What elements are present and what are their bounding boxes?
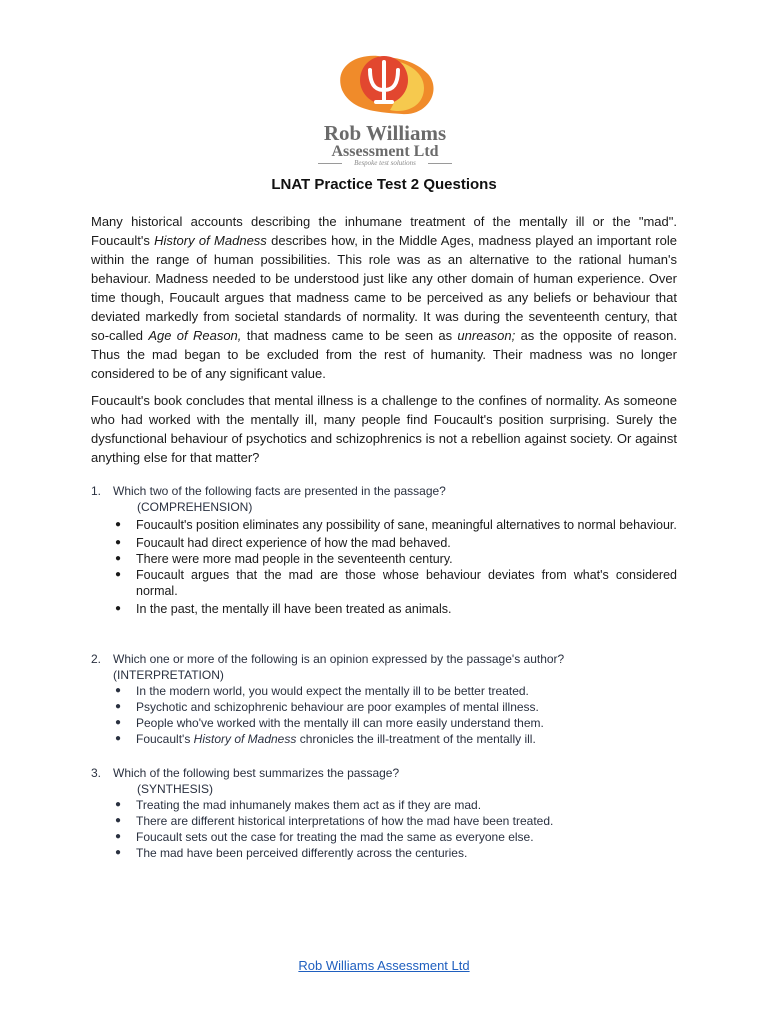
answer-option[interactable]: ● Treating the mad inhumanely makes them act as if they are mad. <box>115 798 482 812</box>
answer-option[interactable]: ● There are different historical interpretations of how the mad have been treated. <box>115 814 554 828</box>
logo-name: Rob Williams <box>323 121 447 145</box>
book-title: History of Madness <box>193 732 297 746</box>
logo-divider-right <box>428 163 452 164</box>
answer-option[interactable]: ● Foucault sets out the case for treating the mad the same as everyone else. <box>115 830 534 844</box>
answer-option[interactable]: ● In the past, the mentally ill have been treated as animals. <box>115 602 452 616</box>
answer-option[interactable]: ● The mad have been perceived differently across the centuries. <box>115 846 468 860</box>
question-number: 1. <box>91 484 102 498</box>
passage-paragraph-2: Foucault's book concludes that mental illness is a challenge to the confines of normality. As someone who had worked with the mentally ill, many people find Foucault's position surprising. Surely the dysfunctional behaviour of psychotics and schizophrenics is not a rebellion against society. Or against anything else for that matter? <box>91 393 677 465</box>
answer-option[interactable]: ● Foucault argues that the mad are those whose behaviour deviates from what's considered normal. <box>115 568 677 598</box>
question-3 <box>91 765 691 861</box>
passage-paragraph-1 <box>91 212 677 383</box>
company-logo <box>300 50 470 168</box>
answer-option[interactable]: ● There were more mad people in the seventeenth century. <box>115 552 453 566</box>
passage-text: that madness came to be seen as <box>241 328 458 343</box>
page-title: LNAT Practice Test 2 Questions <box>271 176 497 193</box>
question-category: (COMPREHENSION) <box>137 500 253 514</box>
footer-link[interactable]: Rob Williams Assessment Ltd <box>298 958 470 973</box>
question-number: 2. <box>91 652 102 666</box>
answer-option[interactable]: ● People who've worked with the mentally ill can more easily understand them. <box>115 716 544 730</box>
question-category: (INTERPRETATION) <box>113 668 224 682</box>
emphasis-text: Age of Reason, <box>148 328 242 343</box>
question-2 <box>91 651 691 747</box>
question-text: Which of the following best summarizes the passage? <box>113 766 400 780</box>
question-1 <box>91 483 691 617</box>
answer-option[interactable]: ● Foucault's position eliminates any possibility of sane, meaningful alternatives to normal behaviour. <box>115 518 677 532</box>
answer-option[interactable]: ● Foucault had direct experience of how the mad behaved. <box>115 536 451 550</box>
passage-text: Many historical accounts describing the inhumane treatment of the mentally ill or the "mad". Foucault's <box>91 214 677 248</box>
logo-tagline: Bespoke test solutions <box>354 159 416 167</box>
question-number: 3. <box>91 766 102 780</box>
emphasis-text: unreason; <box>457 328 516 343</box>
psi-logo-icon <box>332 50 438 120</box>
answer-option[interactable]: ● In the modern world, you would expect the mentally ill to be better treated. <box>115 684 529 698</box>
book-title: History of Madness <box>154 233 267 248</box>
question-text: Which two of the following facts are presented in the passage? <box>113 484 446 498</box>
question-text: Which one or more of the following is an opinion expressed by the passage's author? <box>113 652 565 666</box>
answer-option[interactable]: ● Psychotic and schizophrenic behaviour are poor examples of mental illness. <box>115 700 539 714</box>
question-category: (SYNTHESIS) <box>137 782 214 796</box>
answer-option[interactable]: ● Foucault's History of Madness chronicles the ill-treatment of the mentally ill. <box>115 732 536 746</box>
logo-subtitle: Assessment Ltd <box>331 143 439 160</box>
passage-text: describes how, in the Middle Ages, madness played an important role within the range of human possibilities. This role was as an alternative to the rational human's behaviour. Madness needed to be understood just like any other domain of human experience. Over time though, Foucault argues that madness came to be perceived as any beliefs or behaviour that deviated markedly from societal standards of normality. It was during the seventeenth century, that so-called <box>91 233 677 343</box>
passage-text: as the opposite of reason. Thus the mad began to be excluded from the rest of humanity. Their madness was no longer considered to be of any significant value. <box>91 328 678 381</box>
